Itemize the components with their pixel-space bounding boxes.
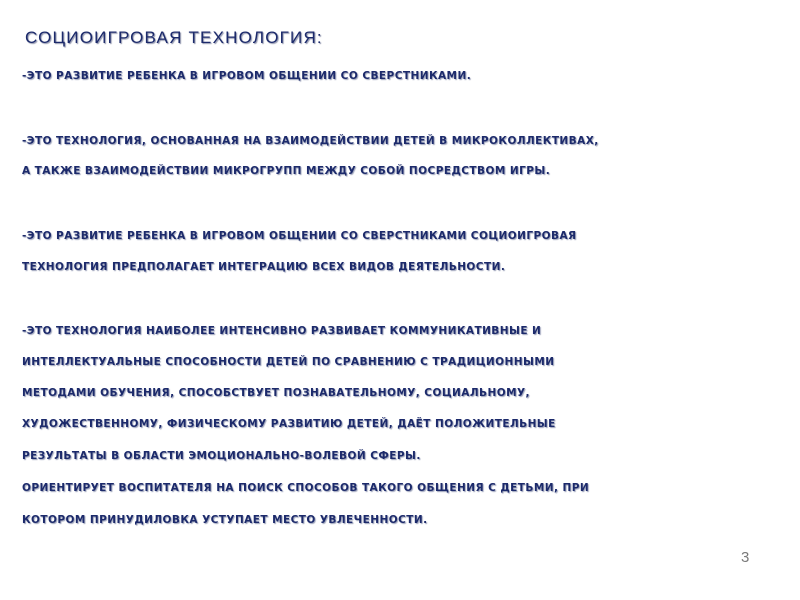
slide-title: СОЦИОИГРОВАЯ ТЕХНОЛОГИЯ: (25, 28, 323, 47)
text-line-2: -ЭТО ТЕХНОЛОГИЯ, ОСНОВАННАЯ НА ВЗАИМОДЕЙСТВИИ ДЕТЕЙ В МИКРОКОЛЛЕКТИВАХ, (22, 135, 599, 147)
text-line-12: КОТОРОМ ПРИНУДИЛОВКА УСТУПАЕТ МЕСТО УВЛЕЧЕННОСТИ. (22, 514, 428, 526)
text-line-10: РЕЗУЛЬТАТЫ В ОБЛАСТИ ЭМОЦИОНАЛЬНО-ВОЛЕВОЙ СФЕРЫ. (22, 450, 421, 462)
page-number: 3 (741, 549, 750, 566)
text-line-6: -ЭТО ТЕХНОЛОГИЯ НАИБОЛЕЕ ИНТЕНСИВНО РАЗВИВАЕТ КОММУНИКАТИВНЫЕ И (22, 325, 542, 337)
text-line-8: МЕТОДАМИ ОБУЧЕНИЯ, СПОСОБСТВУЕТ ПОЗНАВАТЕЛЬНОМУ, СОЦИАЛЬНОМУ, (22, 387, 530, 399)
text-line-4: -ЭТО РАЗВИТИЕ РЕБЕНКА В ИГРОВОМ ОБЩЕНИИ СО СВЕРСТНИКАМИ СОЦИОИГРОВАЯ (22, 230, 577, 242)
text-line-3: А ТАКЖЕ ВЗАИМОДЕЙСТВИИ МИКРОГРУПП МЕЖДУ СОБОЙ ПОСРЕДСТВОМ ИГРЫ. (22, 165, 551, 177)
text-line-11: ОРИЕНТИРУЕТ ВОСПИТАТЕЛЯ НА ПОИСК СПОСОБОВ ТАКОГО ОБЩЕНИЯ С ДЕТЬМИ, ПРИ (22, 482, 590, 494)
text-line-7: ИНТЕЛЛЕКТУАЛЬНЫЕ СПОСОБНОСТИ ДЕТЕЙ ПО СРАВНЕНИЮ С ТРАДИЦИОННЫМИ (22, 356, 555, 368)
text-line-1: -ЭТО РАЗВИТИЕ РЕБЕНКА В ИГРОВОМ ОБЩЕНИИ СО СВЕРСТНИКАМИ. (22, 70, 472, 82)
text-line-9: ХУДОЖЕСТВЕННОМУ, ФИЗИЧЕСКОМУ РАЗВИТИЮ ДЕТЕЙ, ДАЁТ ПОЛОЖИТЕЛЬНЫЕ (22, 418, 556, 430)
text-line-5: ТЕХНОЛОГИЯ ПРЕДПОЛАГАЕТ ИНТЕГРАЦИЮ ВСЕХ ВИДОВ ДЕЯТЕЛЬНОСТИ. (22, 261, 506, 273)
